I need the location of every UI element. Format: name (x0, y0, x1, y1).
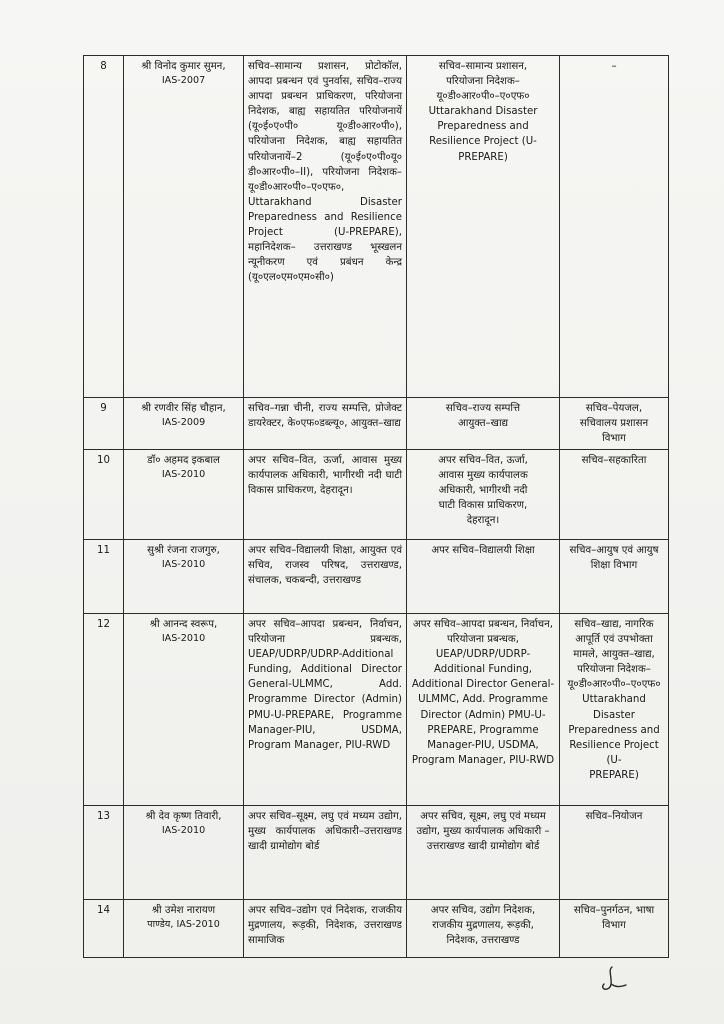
officer-name-cell (124, 900, 244, 958)
current-posting: अपर सचिव–सूक्ष्म, लघु एवं मध्यम उद्योग, मुख्य कार्यपालक अधिकारी–उत्तराखण्ड खादी ग्रामोद्योग बोर्ड (244, 806, 407, 900)
officer-service: IAS-2010 (161, 469, 206, 481)
serial-number: 14 (84, 900, 124, 958)
officer-name: श्री उमेश नारायण (151, 905, 216, 916)
table-row (84, 614, 669, 806)
additional-charge: सचिव–नियोजन (560, 806, 669, 900)
current-posting: अपर सचिव–आपदा प्रबन्धन, निर्वाचन, परियोजना प्रबन्धक, UEAP/UDRP/UDRP-Additional Funding, Additional Director General-ULMMC, Add. Programme Director (Admin) PMU-U-PREPARE, Programme Manager-PIU, USDMA, Program Manager, PIU-RWD (244, 614, 407, 806)
signature-mark (596, 964, 630, 994)
serial-number: 12 (84, 614, 124, 806)
new-posting: अपर सचिव–आपदा प्रबन्धन, निर्वाचन, परियोजना प्रबन्धक, UEAP/UDRP/UDRP-Additional Funding, Additional Director General-ULMMC, Add. Programme Director (Admin) PMU-U-PREPARE, Programme Manager-PIU, USDMA, Program Manager, PIU-RWD (407, 614, 560, 806)
officer-name: श्री विनोद कुमार सुमन, (141, 61, 226, 72)
serial-number: 8 (84, 56, 124, 398)
additional-charge: सचिव–पेयजल, सचिवालय प्रशासन विभाग (560, 398, 669, 450)
new-posting: सचिव–सामान्य प्रशासन, परियोजना निदेशक– यू०डी०आर०पी०–ए०एफ० Uttarakhand Disaster Preparedness and Resilience Project (U- PREPARE) (407, 56, 560, 398)
new-posting: अपर सचिव–विद्यालयी शिक्षा (407, 540, 560, 614)
serial-number: 11 (84, 540, 124, 614)
officer-service: पाण्डेय, IAS-2010 (147, 919, 220, 931)
table-row (84, 540, 669, 614)
officer-name-cell (124, 450, 244, 540)
officer-name-cell (124, 398, 244, 450)
officer-name-cell (124, 806, 244, 900)
officer-service: IAS-2010 (161, 825, 206, 837)
table-row (84, 56, 669, 398)
officer-service: IAS-2009 (161, 417, 206, 429)
current-posting: सचिव–गन्ना चीनी, राज्य सम्पत्ति, प्रोजेक्ट डायरेक्टर, के०एफ०डब्ल्यू०, आयुक्त–खाद्य (244, 398, 407, 450)
current-posting: अपर सचिव–उद्योग एवं निदेशक, राजकीय मुद्रणालय, रूड़की, निदेशक, उत्तराखण्ड सामाजिक (244, 900, 407, 958)
officer-name: श्री रणवीर सिंह चौहान, (141, 403, 226, 414)
table-row (84, 450, 669, 540)
serial-number: 9 (84, 398, 124, 450)
table-row (84, 806, 669, 900)
current-posting: अपर सचिव–वित, ऊर्जा, आवास मुख्य कार्यपालक अधिकारी, भागीरथी नदी घाटी विकास प्राधिकरण, देहरादून। (244, 450, 407, 540)
table-row (84, 398, 669, 450)
additional-charge: सचिव–पुनर्गठन, भाषा विभाग (560, 900, 669, 958)
serial-number: 13 (84, 806, 124, 900)
additional-charge: – (560, 56, 669, 398)
officer-name-cell (124, 614, 244, 806)
officer-name: डॉ० अहमद इकबाल (147, 455, 220, 466)
table-row (84, 900, 669, 958)
officer-name: सुश्री रंजना राजगुरु, (147, 545, 220, 556)
officer-name: श्री देव कृष्ण तिवारी, (145, 811, 222, 822)
officer-transfer-table (83, 55, 669, 958)
additional-charge: सचिव–आयुष एवं आयुष शिक्षा विभाग (560, 540, 669, 614)
new-posting: अपर सचिव, उद्योग निदेशक, राजकीय मुद्रणालय, रूड़की, निदेशक, उत्तराखण्ड (407, 900, 560, 958)
new-posting: सचिव–राज्य सम्पत्ति आयुक्त–खाद्य (407, 398, 560, 450)
additional-charge: सचिव–सहकारिता (560, 450, 669, 540)
current-posting: अपर सचिव–विद्यालयी शिक्षा, आयुक्त एवं सचिव, राजस्व परिषद, उत्तराखण्ड, संचालक, चकबन्दी, उत्तराखण्ड (244, 540, 407, 614)
officer-service: IAS-2007 (161, 75, 206, 87)
officer-service: IAS-2010 (161, 633, 206, 645)
new-posting: अपर सचिव–वित, ऊर्जा, आवास मुख्य कार्यपालक अधिकारी, भागीरथी नदी घाटी विकास प्राधिकरण, देहरादून। (407, 450, 560, 540)
officer-name-cell (124, 56, 244, 398)
serial-number: 10 (84, 450, 124, 540)
officer-name-cell (124, 540, 244, 614)
officer-name: श्री आनन्द स्वरूप, (149, 619, 218, 630)
table-body (84, 56, 669, 958)
new-posting: अपर सचिव, सूक्ष्म, लघु एवं मध्यम उद्योग, मुख्य कार्यपालक अधिकारी –उत्तराखण्ड खादी ग्रामोद्योग बोर्ड (407, 806, 560, 900)
officer-service: IAS-2010 (161, 559, 206, 571)
current-posting: सचिव–सामान्य प्रशासन, प्रोटोकॉल, आपदा प्रबन्धन एवं पुनर्वास, सचिव–राज्य आपदा प्रबन्धन प्राधिकरण, परियोजना निदेशक, बाह्य सहायतित परियोजनायें (यू०ई०ए०पी० यू०डी०आर०पी०), परियोजना निदेशक, बाह्य सहायतित परियोजनायें–2 (यू०ई०ए०पी०यू० डी०आर०पी०–II), परियोजना निदेशक– यू०डी०आर०पी०–ए०एफ०, Uttarakhand Disaster Preparedness and Resilience Project (U-PREPARE), महानिदेशक– उत्तराखण्ड भूस्खलन न्यूनीकरण एवं प्रबंधन केन्द्र (यू०एल०एम०एम०सी०) (244, 56, 407, 398)
additional-charge: सचिव–खाद्य, नागरिक आपूर्ति एवं उपभोक्ता मामले, आयुक्त–खाद्य, परियोजना निदेशक– यू०डी०आर०पी०–ए०एफ० Uttarakhand Disaster Preparedness and Resilience Project (U- PREPARE) (560, 614, 669, 806)
